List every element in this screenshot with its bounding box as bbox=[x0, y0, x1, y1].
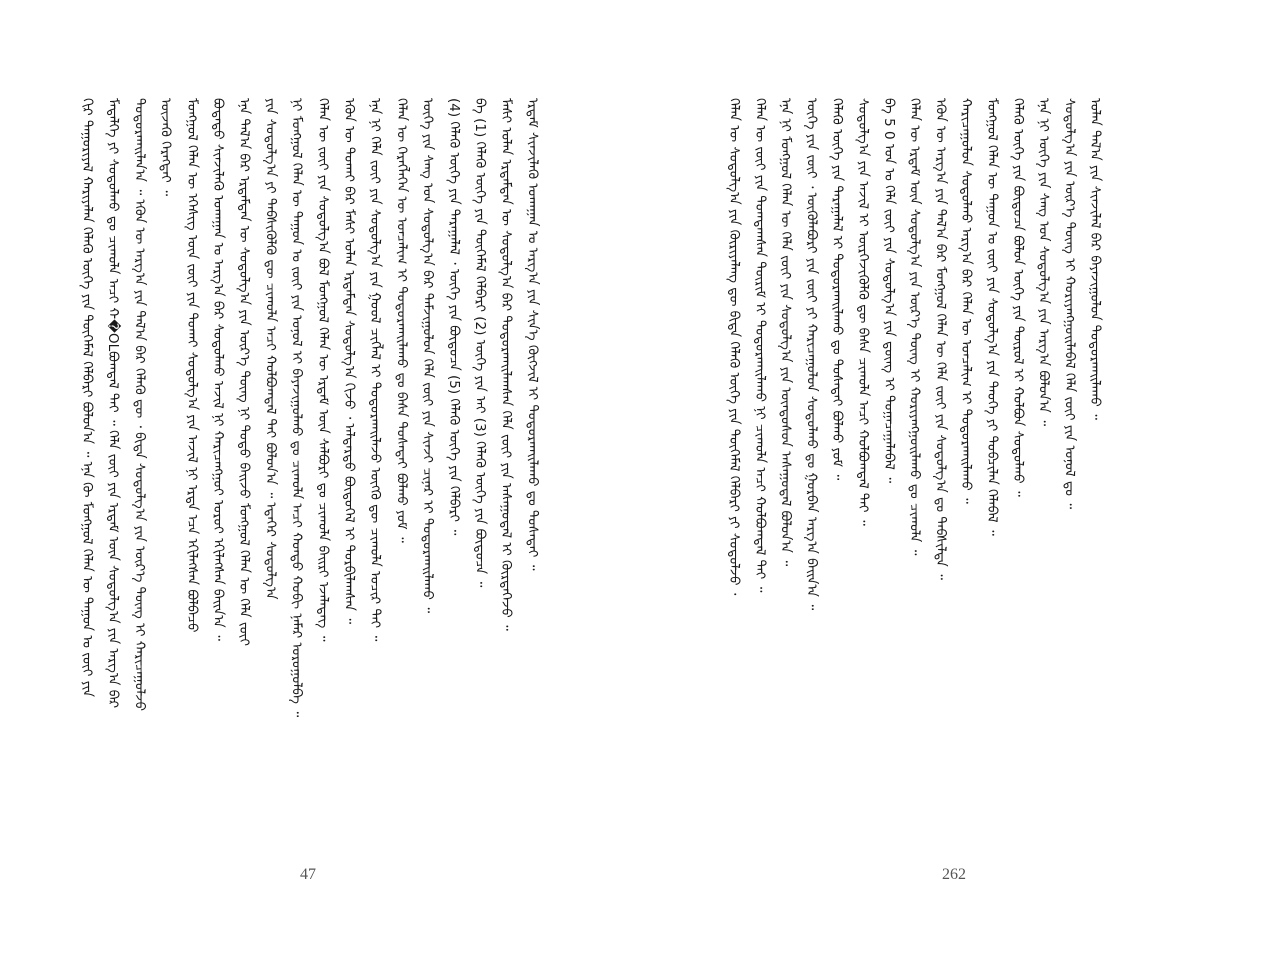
text-column: ᠦᠭᠡ ᠶᠢᠨ ᠰᠠᠩ ᠤᠨ ᠰᠤᠳᠤᠯᠭ᠎ᠠ ᠪᠠᠷ ᠳᠠᠮᠵᠢᠭᠤᠯᠤᠨ ᠬᠡᠯᠡ ᠵᠦᠢ ᠶᠢᠨ ᠰᠢᠨᠵᠢ ᠴᠢᠨᠠᠷ ᠢ ᠲᠣᠳᠣᠷᠬᠠᠢᠯᠠᠬᠤ ᠃ bbox=[419, 98, 436, 614]
text-column: ᠪᠠ (1) ᠬᠡᠯᠡᠬᠦ ᠦᠭᠡ ᠶᠢᠨ ᠲᠦᠭᠡᠮᠡᠯ ᠬᠡᠯᠪᠡᠷᠢ (2) ᠦᠭᠡ ᠶᠢᠨ ᠠᠢ (3) ᠬᠡᠯᠡᠬᠦ ᠦᠭᠡ ᠶᠢᠨ ᠪᠦᠲᠦᠴᠡ ᠃ bbox=[472, 98, 488, 588]
text-column: ᠬᠡᠯᠡᠨ ᠦ ᠵᠦᠢ ᠶᠢᠨ ᠲᠣᠭᠲᠠᠭᠰᠠᠨ ᠳᠦᠷᠢᠮ ᠢ ᠲᠣᠳᠣᠷᠬᠠᠢᠯᠠᠬᠤ ᠨᠢ ᠴᠢᠬᠤᠯᠠ ᠠᠴᠢ ᠬᠣᠯᠪᠣᠭᠳᠠᠯ ᠲᠠᠢ ᠃ bbox=[751, 98, 768, 593]
text-column: ᠶᠢᠨ ᠰᠤᠳᠤᠯᠭ᠎ᠠ ᠶᠢ ᠳᠡᠪᠰᠢᠭᠦᠯᠬᠦ ᠳᠦ ᠴᠢᠬᠤᠯᠠ ᠠᠴᠢ ᠬᠣᠯᠪᠣᠭᠳᠠᠯ ᠲᠠᠢ ᠪᠣᠯᠤᠨ᠎ᠠ ᠃ ᠡᠳᠡᠭᠡᠷ ᠰᠤᠳᠤᠯᠭ᠎ᠠ bbox=[262, 98, 279, 600]
right-page bbox=[632, 0, 1265, 978]
text-column: ᠮᠣᠩᠭᠣᠯ ᠬᠡᠯᠡᠨ ᠦ ᠳᠠᠭᠤᠨ ᠤ ᠵᠦᠢ ᠶᠢᠨ ᠰᠤᠳᠤᠯᠭ᠎ᠠ ᠶᠢᠨ ᠲᠡᠦᠬᠡ ᠶᠢ ᠲᠣᠪᠴᠢᠯᠠᠨ ᠬᠡᠯᠡᠪᠡᠯ ᠃ bbox=[984, 98, 1000, 536]
text-column: ᠰᠤᠳᠤᠯᠭ᠎ᠠ ᠶᠢᠨ ᠦᠷ᠎ᠡ ᠳᠦᠩ ᠢ ᠬᠤᠷᠢᠶᠠᠩᠭᠤᠢᠯᠠᠪᠠᠯ ᠬᠡᠯᠡ ᠵᠦᠢ ᠶᠢᠨ ᠣᠨᠣᠯ ᠳᠤ ᠃ bbox=[1061, 98, 1078, 510]
right-page-text-block bbox=[725, 98, 1107, 838]
text-column: ᠡᠨᠡ ᠲᠠᠯ᠎ᠠ ᠪᠠᠷ ᠡᠷᠳᠡᠮᠲᠡᠨ ᠦ ᠰᠤᠳᠤᠯᠭ᠎ᠠ ᠶᠢᠨ ᠦᠷ᠎ᠡ ᠳᠦᠩ ᠨᠢ ᠲᠣᠳᠣ ᠪᠠᠢᠵᠤ ᠮᠣᠩᠭᠣᠯ ᠬᠡᠯᠡᠨ ᠦ ᠬᠡᠯᠡ ᠵᠦᠢ bbox=[236, 98, 253, 647]
text-column: ᠰᠤᠳᠤᠯᠭ᠎ᠠ ᠶᠢᠨ ᠠᠵᠢᠯ ᠢ ᠥᠷᠭᠡᠵᠢᠭᠦᠯᠬᠦ ᠳᠦ ᠪᠠᠰᠠ ᠴᠢᠬᠤᠯᠠ ᠠᠴᠢ ᠬᠣᠯᠪᠣᠭᠳᠠᠯ ᠲᠠᠢ ᠃ bbox=[855, 98, 871, 526]
text-column: ᠡᠭᠦᠨ ᠦ ᠲᠤᠬᠠᠢ ᠪᠠᠷ ᠮᠠᠰᠢ ᠣᠯᠠᠨ ᠡᠷᠳᠡᠮᠲᠡᠨ ᠰᠤᠳᠤᠯᠭ᠎ᠠ ᠬᠢᠵᠦ ᠂ ᠠᠯᠳᠠᠷᠲᠤ ᠪᠦᠲᠦᠭᠡᠯ ᠢ ᠲᠤᠷᠪᠢᠯᠠᠭᠰᠠᠨ ᠃ bbox=[341, 98, 357, 625]
text-column: ᠪᠠ 5 0 ᠣᠨ ᠤ ᠬᠡᠯᠡ ᠵᠦᠢ ᠶᠢᠨ ᠰᠤᠳᠤᠯᠭ᠎ᠠ ᠶᠢᠨ ᠳ᠋ᠦᠩ ᠢ ᠲᠣᠭᠠᠴᠠᠭᠠᠯᠠᠪᠠᠯ ᠃ bbox=[880, 98, 897, 483]
text-column: ᠦᠭᠡ ᠶᠢᠨ ᠵᠦᠢ ᠂ ᠥᠭᠦᠯᠡᠪᠦᠷᠢ ᠶᠢᠨ ᠵᠦᠢ ᠶᠢ ᠬᠠᠷᠢᠴᠠᠭᠤᠯᠤᠨ ᠰᠤᠳᠤᠯᠬᠤ ᠳᠤ ᠭᠤᠷᠪᠠᠨ ᠠᠷᠭ᠎ᠠ ᠪᠠᠢᠨ᠎ᠠ ᠃ bbox=[803, 98, 820, 611]
text-column: ᠲᠣᠳᠣᠷᠬᠠᠢᠯᠠᠨ᠎ᠠ ᠃ ᠡᠭᠦᠨ ᠦ ᠠᠷᠭ᠎ᠠ ᠶᠢᠨ ᠲᠠᠯ᠎ᠠ ᠪᠠᠷ ᠬᠡᠯᠡᠬᠦ ᠳᠦ ᠂ ᠪᠢᠳᠡ ᠰᠤᠳᠤᠯᠭ᠎ᠠ ᠶᠢᠨ ᠦᠷ᠎ᠡ ᠳᠦᠩ ᠢ ᠬᠠᠷᠢᠴᠠᠭᠤᠯᠵᠤ bbox=[131, 98, 148, 711]
text-column: ᠣᠯᠠᠨ ᠲᠠᠯ᠎ᠠ ᠶᠢᠨ ᠰᠢᠨᠵᠢᠯᠡᠯ ᠪᠠᠷ ᠪᠠᠶᠠᠵᠢᠭᠤᠯᠤᠨ ᠲᠣᠳᠣᠷᠬᠠᠢᠯᠠᠬᠤ ᠃ bbox=[1087, 98, 1104, 420]
text-column: ᠨᠢ ᠮᠣᠩᠭᠣᠯ ᠬᠡᠯᠡᠨ ᠦ ᠳᠠᠭᠤᠨ ᠤ ᠵᠦᠢ ᠶᠢᠨ ᠣᠨᠣᠯ ᠢ ᠪᠠᠶᠠᠵᠢᠭᠤᠯᠬᠤ ᠳᠤ ᠴᠢᠬᠤᠯᠠ ᠠᠴᠢ ᠬᠤᠨᠳᠤ ᠬᠤᠪᠢ ᠨᠡᠮᠡᠷ ᠣᠷᠤᠭᠤᠯᠪᠠ ᠃ bbox=[288, 98, 305, 718]
left-page-number: 47 bbox=[300, 866, 316, 883]
text-column: ᠡᠷᠳᠡᠮ ᠰᠢᠨᠵᠢᠯᠡᠬᠦ ᠤᠬᠠᠭᠠᠨ ᠤ ᠠᠷᠭ᠎ᠠ ᠶᠢᠨ ᠰᠢᠨ᠎ᠡ ᠬᠥᠭᠵᠢᠯ ᠢ ᠲᠣᠳᠣᠷᠬᠠᠢᠯᠠᠬᠤ ᠳᠤ ᠲᠤᠰᠠᠲᠠᠢ ᠃ bbox=[524, 98, 541, 571]
text-column: ᠬᠡᠯᠡᠨ ᠦ ᠵᠦᠢ ᠶᠢᠨ ᠰᠤᠳᠤᠯᠭ᠎ᠠ ᠪᠣᠯ ᠮᠣᠩᠭᠣᠯ ᠬᠡᠯᠡᠨ ᠦ ᠡᠷᠳᠡᠮ ᠦᠨ ᠰᠠᠯᠪᠤᠷᠢ ᠳᠤ ᠴᠢᠬᠤᠯᠠ ᠪᠠᠢᠷᠢ ᠡᠵᠡᠯᠡᠳᠡᠭ ᠃ bbox=[314, 98, 331, 642]
text-column: ᠬᠡᠯᠡᠬᠦ ᠦᠭᠡ ᠶᠢᠨ ᠳᠠᠷᠠᠭᠠᠯᠠᠯ ᠢ ᠲᠣᠳᠣᠷᠬᠠᠢᠯᠠᠬᠤ ᠳᠤ ᠲᠤᠰᠠᠲᠠᠢ ᠪᠣᠯᠬᠤ ᠶᠤᠮ ᠃ bbox=[829, 98, 846, 481]
text-column: ᠬᠢᠷ ᠳᠠᠭᠤᠷᠢᠶᠠᠯ ᠬᠠᠷᠢᠶᠠᠯᠠᠨ ᠬᠡᠯᠡᠬᠦ ᠦᠭᠡ ᠶᠢᠨ ᠲᠦᠭᠡᠮᠡᠯ ᠬᠡᠯᠪᠡᠷᠢ ᠪᠣᠯᠤᠨ᠎ᠠ ᠃ ᠡᠨᠡ ᠬᠦ ᠮᠣᠩᠭᠣᠯ ᠬᠡᠯᠡᠨ ᠦ ᠳᠠᠭᠤᠨ ᠤ ᠵᠦᠢ ᠶᠢᠨ bbox=[79, 98, 95, 698]
text-column: ᠬᠡᠯᠡᠬᠦ ᠦᠭᠡ ᠶᠢᠨ ᠪᠦᠲᠦᠴᠡ ᠪᠣᠯᠤᠨ ᠦᠭᠡ ᠶᠢᠨ ᠲᠦᠷᠦᠯ ᠢ ᠬᠣᠯᠪᠣᠨ ᠰᠤᠳᠤᠯᠬᠤ ᠃ bbox=[1009, 98, 1026, 497]
text-column: (4) ᠬᠡᠯᠡᠬᠦ ᠦᠭᠡ ᠶᠢᠨ ᠳᠠᠷᠠᠭᠠᠯᠠᠯ ᠂ ᠦᠭᠡ ᠶᠢᠨ ᠪᠦᠲᠦᠴᠡ (5) ᠬᠡᠯᠡᠬᠦ ᠦᠭᠡ ᠶᠢᠨ ᠬᠡᠯᠪᠡᠷᠢ ᠃ bbox=[445, 98, 462, 536]
text-column: ᠬᠡᠯᠡᠨ ᠦ ᠰᠤᠳᠤᠯᠭ᠎ᠠ ᠶᠢᠨ ᠬᠦᠷᠢᠶᠡᠯᠡᠩ ᠳᠦ ᠪᠢᠳᠡ ᠬᠡᠯᠡᠬᠦ ᠦᠭᠡ ᠶᠢᠨ ᠲᠦᠭᠡᠮᠡᠯ ᠬᠡᠯᠪᠡᠷᠢ ᠶᠢ ᠰᠤᠳᠤᠯᠵᠤ ᠂ bbox=[726, 98, 742, 596]
text-column: ᠮᠣᠩᠭᠣᠯ ᠬᠡᠯᠡᠨ ᠦ ᠡᠭᠡᠰᠢᠭ ᠦᠨ ᠵᠦᠢ ᠶᠢᠨ ᠲᠤᠬᠠᠢ ᠰᠤᠳᠤᠯᠭ᠎ᠠ ᠶᠢᠨ ᠠᠵᠢᠯ ᠨᠢ ᠡᠷᠲᠡ ᠡᠴᠡ ᠡᠬᠢᠯᠡᠭᠰᠡᠨ ᠪᠣᠯᠪᠠᠴᠤ bbox=[183, 98, 200, 633]
text-column: ᠬᠠᠷᠢᠴᠠᠭᠤᠯᠤᠨ ᠰᠤᠳᠤᠯᠬᠤ ᠠᠷᠭ᠎ᠠ ᠪᠠᠷ ᠬᠡᠯᠡᠨ ᠦ ᠣᠨᠴᠠᠯᠢᠭ ᠢ ᠲᠣᠳᠣᠷᠬᠠᠢᠯᠠᠬᠤ ᠃ bbox=[958, 98, 975, 504]
left-page-text-block bbox=[78, 98, 553, 838]
left-page bbox=[0, 0, 632, 978]
right-page-number: 262 bbox=[942, 866, 966, 883]
text-column: ᠮᠠᠰᠢ ᠣᠯᠠᠨ ᠡᠷᠳᠡᠮᠲᠡᠨ ᠦ ᠰᠤᠳᠤᠯᠭ᠎ᠠ ᠪᠠᠷ ᠲᠣᠳᠣᠷᠬᠠᠢᠯᠠᠭᠰᠠᠨ ᠬᠡᠯᠡ ᠵᠦᠢ ᠶᠢᠨ ᠠᠰᠠᠭᠤᠳᠠᠯ ᠢ ᠬᠦᠷᠲᠡᠭᠡᠵᠦ ᠃ bbox=[498, 98, 515, 631]
text-column: ᠡᠨᠡ ᠨᠢ ᠬᠡᠯᠡ ᠵᠦᠢ ᠶᠢᠨ ᠰᠤᠳᠤᠯᠭ᠎ᠠ ᠶᠢᠨ ᠭᠣᠣᠯ ᠴᠢᠭᠯᠡᠯ ᠢ ᠲᠣᠳᠣᠷᠬᠠᠢᠯᠠᠵᠤ ᠦᠭᠬᠦ ᠳᠦ ᠴᠢᠬᠤᠯᠠ ᠤᠴᠢᠷ ᠲᠠᠢ ᠃ bbox=[367, 98, 384, 642]
text-column: ᠡᠭᠦᠨ ᠦ ᠠᠷᠭ᠎ᠠ ᠶᠢᠨ ᠲᠠᠯ᠎ᠠ ᠪᠠᠷ ᠮᠣᠩᠭᠣᠯ ᠬᠡᠯᠡᠨ ᠦ ᠬᠡᠯᠡ ᠵᠦᠢ ᠶᠢᠨ ᠰᠤᠳᠤᠯᠭ᠎ᠠ ᠳᠤ ᠳᠡᠪᠰᠢᠯᠲᠡ ᠃ bbox=[932, 98, 949, 580]
text-column: ᠦᠵᠡᠬᠦ ᠬᠡᠷᠡᠭᠲᠡᠢ ᠃ bbox=[157, 98, 174, 196]
text-column: ᠬᠡᠯᠡᠨ ᠦ ᠡᠷᠳᠡᠮ ᠦᠨ ᠰᠤᠳᠤᠯᠭ᠎ᠠ ᠶᠢᠨ ᠦᠷ᠎ᠡ ᠳᠦᠩ ᠢ ᠬᠤᠷᠢᠶᠠᠩᠭᠤᠢᠯᠠᠬᠤ ᠳᠤ ᠴᠢᠬᠤᠯᠠ ᠃ bbox=[906, 98, 923, 556]
text-column: ᠬᠡᠯᠡᠨ ᠦ ᠬᠡᠷᠡᠭᠯᠡᠭᠡᠨ ᠦ ᠣᠨᠴᠠᠯᠢᠭ ᠢ ᠲᠣᠳᠣᠷᠬᠠᠢᠯᠠᠬᠤ ᠳᠤ ᠪᠠᠰᠠ ᠲᠤᠰᠠᠲᠠᠢ ᠪᠣᠯᠬᠤ ᠶᠤᠮ ᠃ bbox=[393, 98, 410, 543]
text-column: ᠮᠡᠳᠡᠯᠭᠡ ᠶᠢ ᠰᠤᠳᠤᠯᠬᠤ ᠳᠤ ᠴᠢᠬᠤᠯᠠ ᠠᠴᠢ ᠬ�OLᠪᠣᠭᠳᠠᠯ ᠲᠠᠢ ᠃ ᠬᠡᠯᠡ ᠵᠦᠢ ᠶᠢᠨ ᠡᠷᠳᠡᠮ ᠦᠨ ᠰᠤᠳᠤᠯᠭ᠎ᠠ ᠶᠢᠨ ᠠᠷᠭ᠎ᠠ ᠪᠠᠷ bbox=[105, 98, 122, 709]
text-column: ᠪᠣᠳᠠᠲᠤ ᠰᠢᠨᠵᠢᠯᠡᠬᠦ ᠤᠬᠠᠭᠠᠨ ᠤ ᠠᠷᠭ᠎ᠠ ᠪᠠᠷ ᠰᠤᠳᠤᠯᠬᠤ ᠠᠵᠢᠯ ᠨᠢ ᠬᠠᠷᠢᠴᠠᠩᠭᠤᠢ ᠣᠷᠣᠢ ᠡᠬᠢᠯᠡᠭᠰᠡᠨ ᠪᠠᠢᠨ᠎ᠠ ᠃ bbox=[210, 98, 226, 641]
text-column: ᠡᠨᠡ ᠨᠢ ᠮᠣᠩᠭᠣᠯ ᠬᠡᠯᠡᠨ ᠦ ᠬᠡᠯᠡ ᠵᠦᠢ ᠶᠢᠨ ᠰᠤᠳᠤᠯᠭ᠎ᠠ ᠶᠢᠨ ᠦᠨᠳᠦᠰᠦᠨ ᠠᠰᠠᠭᠤᠳᠠᠯ ᠪᠣᠯᠤᠨ᠎ᠠ ᠃ bbox=[777, 98, 794, 567]
text-column: ᠡᠨᠡ ᠨᠢ ᠦᠭᠡ ᠶᠢᠨ ᠰᠠᠩ ᠤᠨ ᠰᠤᠳᠤᠯᠭ᠎ᠠ ᠶᠢᠨ ᠠᠷᠭ᠎ᠠ ᠪᠣᠯᠤᠨ᠎ᠠ ᠃ bbox=[1035, 98, 1052, 426]
